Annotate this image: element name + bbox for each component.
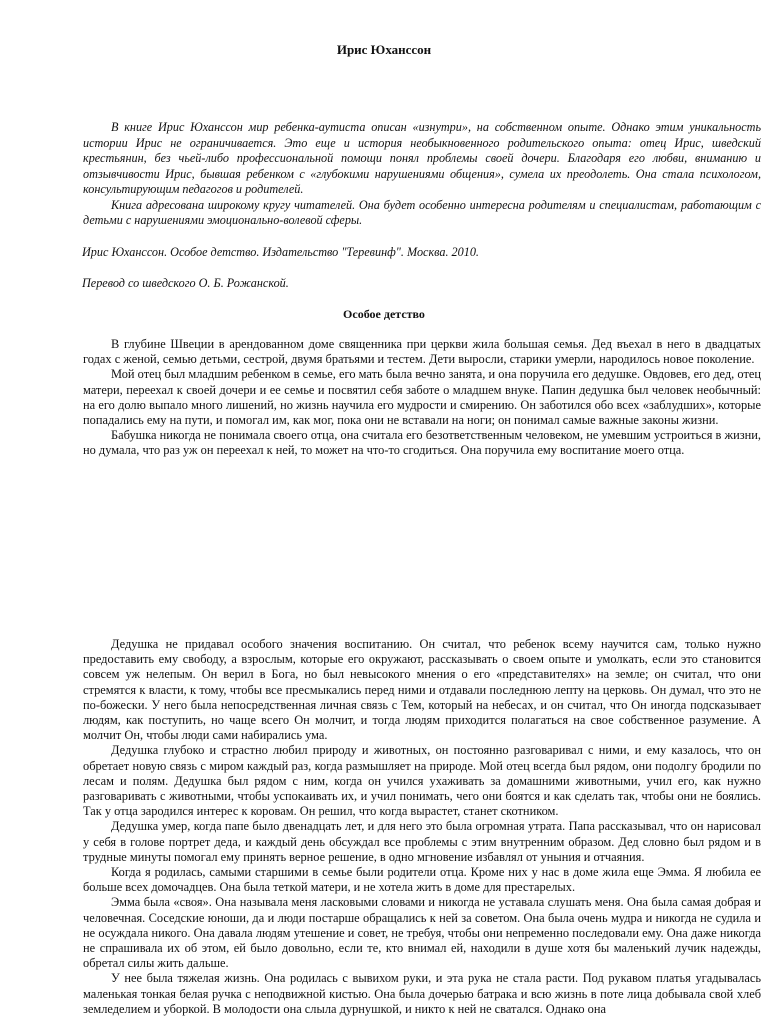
author-title: Ирис Юханссон — [336, 42, 432, 57]
body-paragraph: Мой отец был младшим ребенком в семье, его мать была вечно занята, и она поручила его дедушке. Овдовев, его дед, отец матери, переехал к своей дочери и ее семье и посвятил себя заботе о младшем внуке. Папин дедушка был человек необычный: на его долю выпало много лишений, но жизнь научила его мудрости и смирению. Он заботился обо всех «заблудших», которые попадались ему на пути, и помогал им, как мог, пока они не вставали на ноги; он понимал самые важные законы жизни. — [83, 367, 761, 428]
body-paragraph: Дедушка умер, когда папе было двенадцать лет, и для него это была огромная утрата. Папа рассказывал, что он нарисовал у себя в голове портрет деда, и каждый день обсуждал все проблемы с этим внутренним образом. Дед словно был рядом и в трудные минуты помогал ему принять верное решение, в одно мгновение избавлял от уныния и отчаяния. — [83, 819, 761, 864]
body-paragraph: Бабушка никогда не понимала своего отца, она считала его безответственным человеком, не умевшим устроиться в жизни, но думала, что раз уж он переехал к ней, то может на что-то сгодиться. Она поручила ему воспитание моего отца. — [83, 428, 761, 458]
body-paragraph: Дедушка глубоко и страстно любил природу и животных, он постоянно разговаривал с ними, и ему казалось, что он обретает новую связь с миром каждый раз, когда размышляет на природе. Мой отец всегда был рядом, они подолгу бродили по лесам и полям. Дедушка был рядом с ним, когда он учился ухаживать за домашними животными, учил его, как нужно разговаривать с животными, чтобы успокаивать их, и учил понимать, чего они боятся и как сделать так, чтобы они не боялись. Так у отца зародился интерес к коровам. Он решил, что когда вырастет, станет скотником. — [83, 743, 761, 819]
section-title: Особое детство — [343, 307, 425, 321]
body-paragraph: Когда я родилась, самыми старшими в семье были родители отца. Кроме них у нас в доме жила еще Эмма. Я любила ее больше всех домочадцев. Она была теткой матери, и не хотела жить в доме для престарелых. — [83, 865, 761, 895]
body-text-top — [83, 337, 761, 459]
body-paragraph: В глубине Швеции в арендованном доме священника при церкви жила большая семья. Дед въехал в него в двадцатых годах с женой, семью детьми, сестрой, двумя братьями и тестем. Дети выросли, старики умерли, народилось новое поколение. — [83, 337, 761, 367]
body-paragraph: Эмма была «своя». Она называла меня ласковыми словами и никогда не уставала слушать меня. Она была самая добрая и человечная. Соседские юноши, да и люди постарше обращались к ней за советом. Она была очень мудра и никогда не судила и не осуждала никого. Она давала людям утешение и совет, не требуя, чтобы они непременно последовали ему. Она даже никогда не спрашивала их об этом, ей было довольно, если те, кто внимал ей, находили в душе хотя бы маленький лучик надежды, обретал силы жить дальше. — [83, 895, 761, 971]
citation: Ирис Юханссон. Особое детство. Издательство "Теревинф". Москва. 2010. — [82, 245, 479, 259]
body-text-bottom — [83, 637, 761, 1017]
annotation-paragraph: В книге Ирис Юханссон мир ребенка-аутиста описан «изнутри», на собственном опыте. Однако этим уникальность истории Ирис не ограничивается. Это еще и история необыкновенного родительского опыта: отец Ирис, шведский крестьянин, без чьей-либо профессиональной помощи понял проблемы своей дочери. Благодаря его любви, вниманию и отзывчивости Ирис, бывшая ребенком с «глубокими нарушениями общения», сумела их преодолеть. Она стала психологом, консультирующим педагогов и родителей. — [83, 120, 761, 196]
body-paragraph: У нее была тяжелая жизнь. Она родилась с вывихом руки, и эта рука не стала расти. Под рукавом платья угадывалась маленькая тонкая белая ручка с неподвижной кистью. Она была дочерью батрака и всю жизнь в поте лица добывала свой хлеб земледелием и уборкой. В молодости она слыла дурнушкой, и никто к ней не сватался. Однако она — [83, 971, 761, 1016]
annotation — [83, 120, 761, 229]
body-paragraph: Дедушка не придавал особого значения воспитанию. Он считал, что ребенок всему научится сам, только нужно предоставить ему свободу, а взрослым, которые его окружают, рассказывать о своем опыте и умолкать, если это становится совсем уж нелепым. Он верил в Бога, но был невысокого мнения о его «представителях» на земле; он считал, что они стремятся к власти, к тому, чтобы все пресмыкались перед ними и отдавали последнюю лепту на церковь. Он думал, что это не по-божески. У него была непосредственная личная связь с Тем, который на небесах, и он считал, что Он иногда подсказывает людям, как поступить, но чаще всего Он молчит, и тогда людям приходится полагаться на свое собственное разумение. А молчит Он, чтобы люди сами набирались ума. — [83, 637, 761, 743]
annotation-paragraph: Книга адресована широкому кругу читателей. Она будет особенно интересна родителям и специалистам, работающим с детьми с нарушениями эмоционально-волевой сферы. — [83, 197, 761, 227]
translation-credit: Перевод со шведского О. Б. Рожанской. — [82, 276, 289, 290]
